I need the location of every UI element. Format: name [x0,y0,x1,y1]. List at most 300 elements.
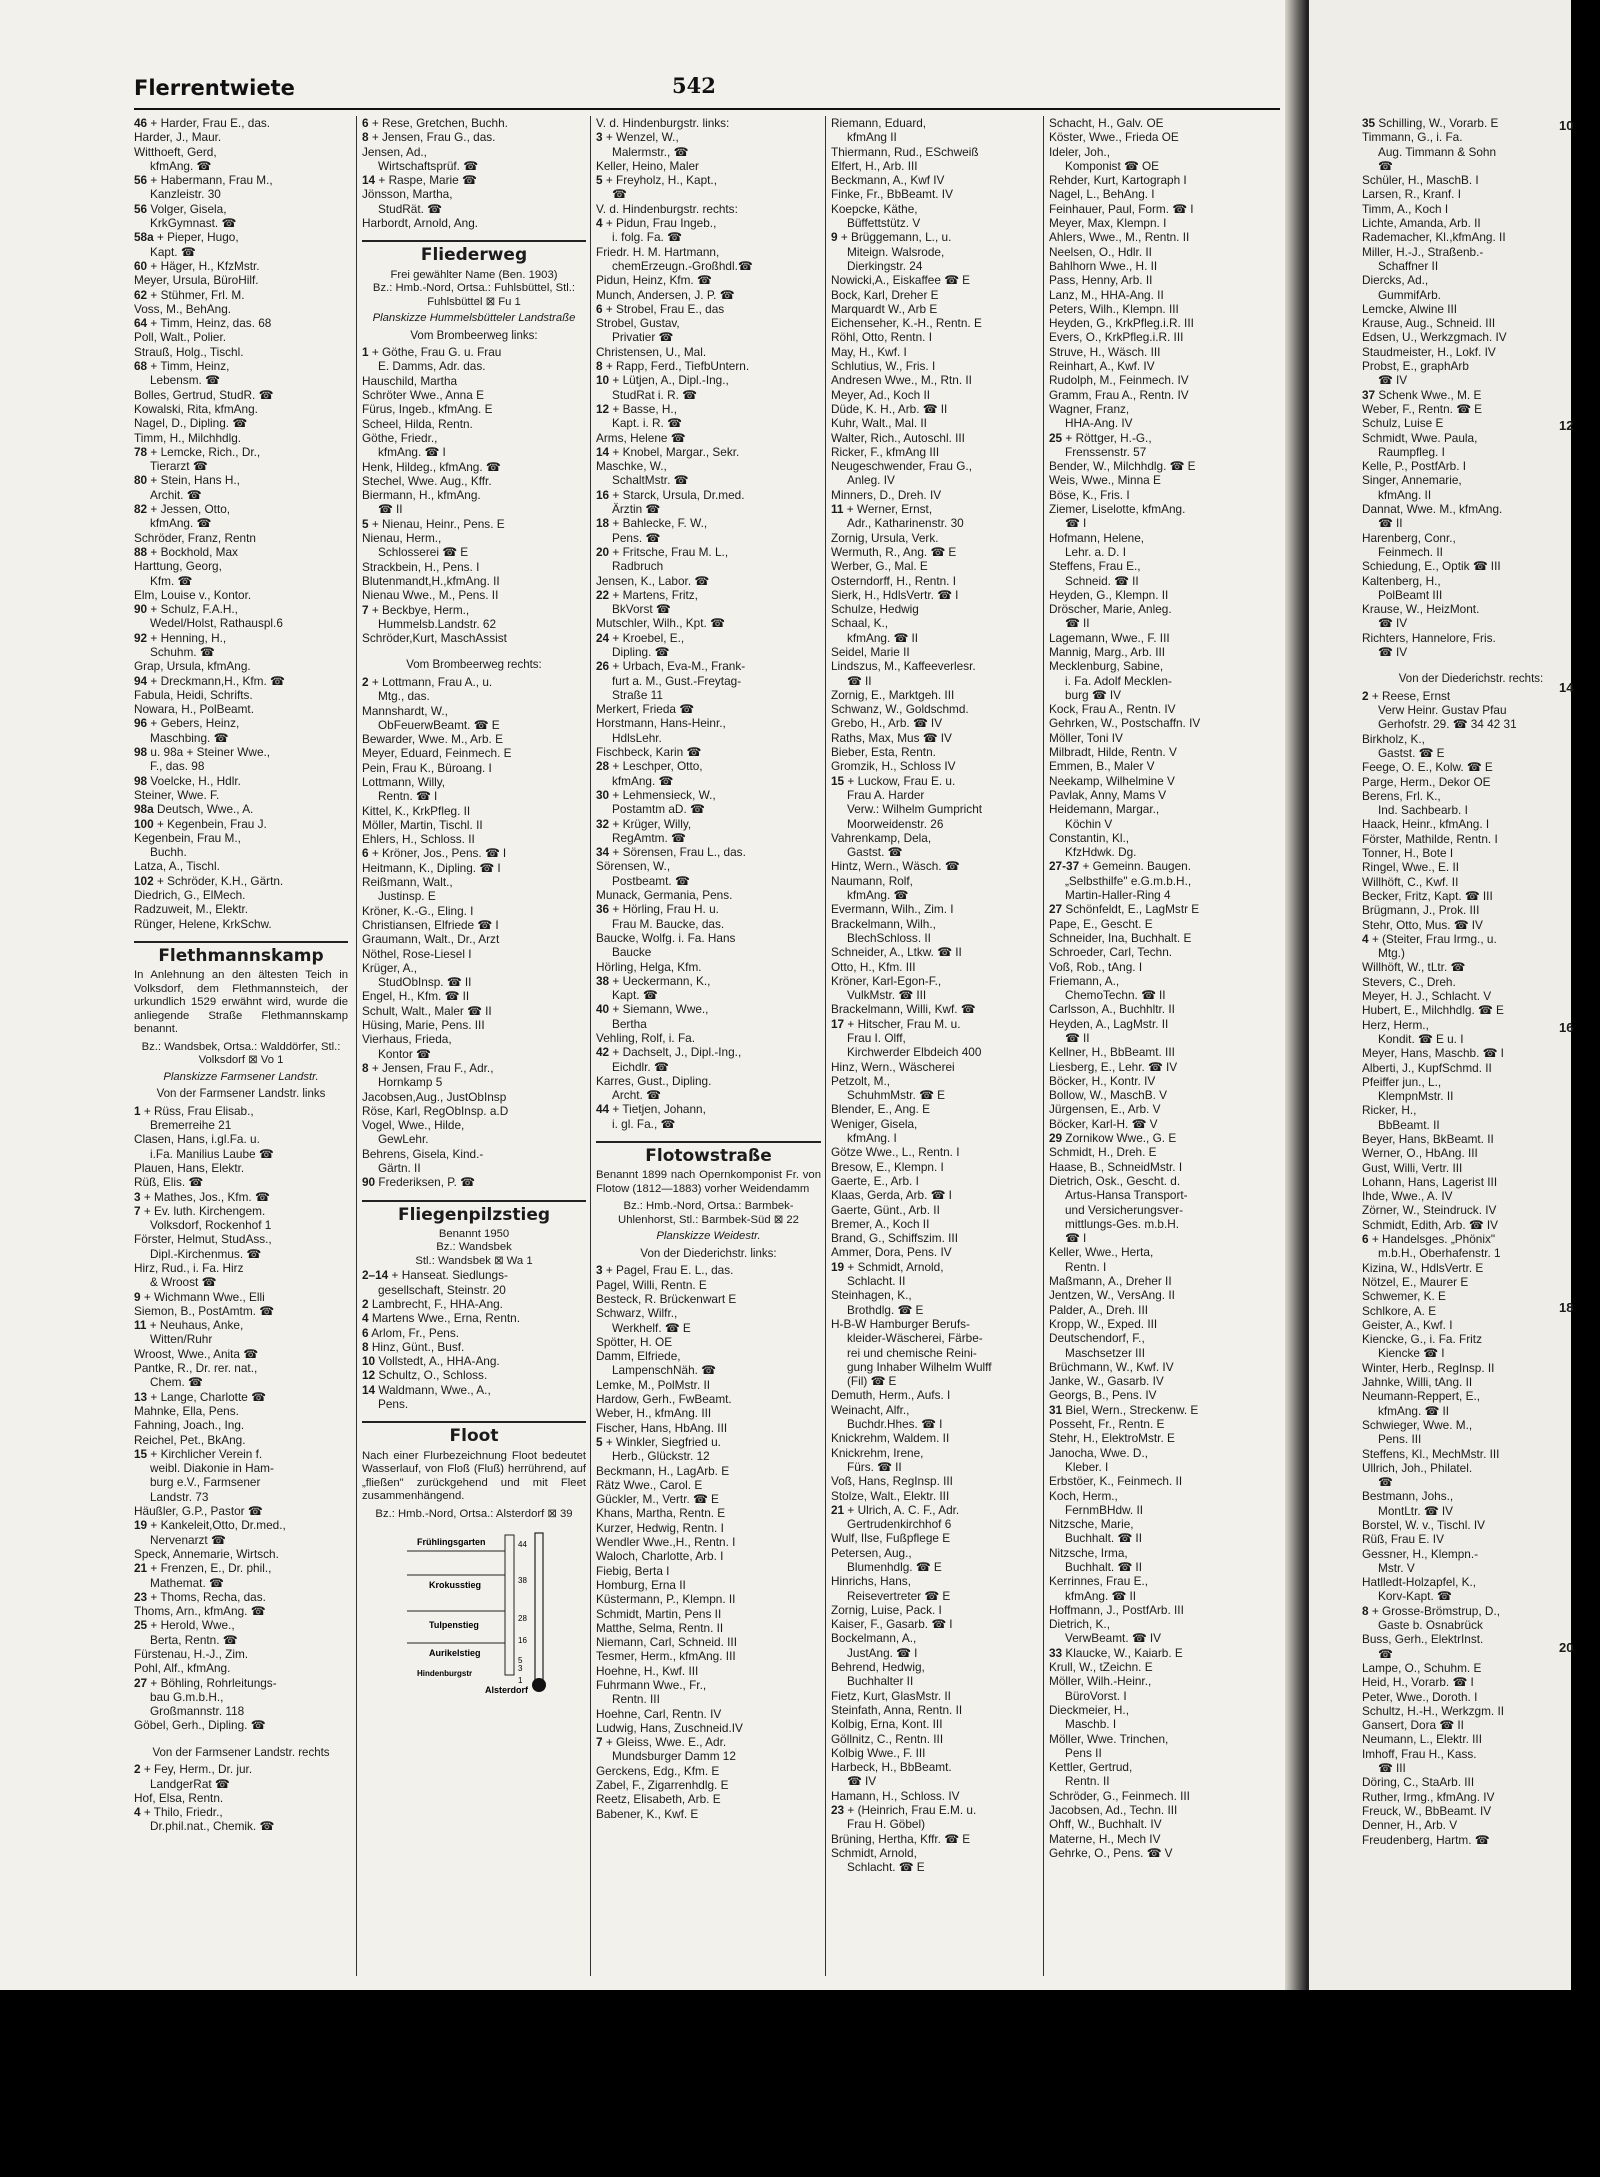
resident-entry: Kock, Frau A., Rentn. IV [1049,702,1176,717]
entry-continuation: StudObInsp. ☎ II [378,975,472,990]
resident-entry: Grebo, H., Arb. ☎ IV [831,716,943,731]
house-entry: 88 + Bockhold, Max [134,544,238,559]
resident-entry: Brand, G., Schiffszim. III [831,1231,958,1246]
resident-entry: Förster, Mathilde, Rentn. I [1362,831,1498,846]
house-number: 27 [1049,902,1063,917]
house-number: 10 [596,373,610,388]
resident-entry: Bockelmann, A., [831,1631,917,1646]
entry-continuation: Schaffner II [1378,258,1439,273]
entry-continuation: Archit. ☎ [150,487,202,502]
house-number: 92 [134,630,148,645]
resident-entry: Brüning, Hertha, Kffr. ☎ E [831,1831,971,1846]
column-2 [356,116,586,1976]
house-number: 8 [362,130,369,145]
resident-entry: Petzolt, M., [831,1073,891,1088]
resident-entry: Rünger, Helene, KrkSchw. [134,916,272,931]
resident-entry: Knickrehm, Irene, [831,1445,924,1460]
entry-continuation: Adr., Katharinenstr. 30 [847,516,964,531]
house-entry: 15 + Luckow, Frau E. u. [831,773,956,788]
entry-continuation: Buchhalt. ☎ II [1065,1559,1142,1574]
resident-entry: Brügmann, J., Prok. III [1362,903,1480,918]
street-sketch-map [387,1525,561,1695]
resident-entry: Voss, M., BehAng. [134,301,232,316]
map-house-number: 3 [518,1664,523,1674]
resident-entry: Knickrehm, Waldem. II [831,1431,950,1446]
resident-entry: Jönsson, Martha, [362,187,453,202]
entry-continuation: Verw Heinr. Gustav Pfau [1378,703,1507,718]
entry-continuation: ☎ [612,187,627,202]
resident-entry: Schmidt, Arnold, [831,1845,917,1860]
resident-entry: Meyer, H. J., Schlacht. V [1362,989,1492,1004]
resident-entry: Materne, H., Mech IV [1049,1831,1161,1846]
entry-continuation: Rentn. ☎ I [378,789,438,804]
resident-entry: Keller, Wwe., Herta, [1049,1245,1154,1260]
resident-entry: Werner, O., HbAng. III [1362,1146,1478,1161]
resident-entry: Hardow, Gerh., FwBeamt. [596,1392,732,1407]
resident-entry: Lemke, M., PolMstr. II [596,1377,711,1392]
entry-continuation: BlechSchloss. II [847,930,931,945]
house-entry: 6 Arlom, Fr., Pens. [362,1325,460,1340]
resident-entry: Arms, Helene ☎ [596,430,686,445]
entry-continuation: Anleg. IV [847,473,895,488]
resident-entry: Henk, Hildeg., kfmAng. ☎ [362,459,501,474]
entry-continuation: Kontor ☎ [378,1046,431,1061]
resident-entry: Häußler, G.P., Pastor ☎ [134,1504,263,1519]
resident-entry: Wendler Wwe.,H., Rentn. I [596,1535,736,1550]
resident-entry: Elm, Louise v., Kontor. [134,587,252,602]
entry-continuation: Maschb. I [1065,1717,1117,1732]
resident-entry: Niemann, Carl, Schneid. III [596,1635,737,1650]
entry-continuation: Pens. III [1378,1432,1422,1447]
entry-continuation: HHA-Ang. IV [1065,416,1133,431]
resident-entry: Fürus, Ingeb., kfmAng. E [362,402,493,417]
resident-entry: Winter, Herb., RegInsp. II [1362,1360,1495,1375]
resident-entry: Seidel, Marie II [831,644,910,659]
resident-entry: Lindszus, M., Kaffeeverlesr. [831,659,976,674]
house-entry: 96 + Gebers, Heinz, [134,716,240,731]
plan-sketch-ref: Planskizze Weidestr. [656,1230,761,1243]
resident-entry: Hamann, H., Schloss. IV [831,1788,960,1803]
resident-entry: Beckmann, A., Kwf IV [831,173,945,188]
entry-continuation: Gärtn. II [378,1161,421,1175]
house-entry: 102 + Schröder, K.H., Gärtn. [134,873,284,888]
resident-entry: Schlkore, A. E [1362,1303,1437,1318]
house-entry: 5 + Freyholz, H., Kapt., [596,173,717,188]
house-entry: 92 + Henning, H., [134,630,227,645]
house-number: 8 [596,359,603,374]
resident-entry: Hörling, Helga, Kfm. [596,959,702,974]
entry-continuation: Archt. ☎ [612,1088,661,1103]
entry-continuation: i.Fa. Manilius Laube ☎ [150,1146,274,1161]
house-entry: 23 + Thoms, Recha, das. [134,1589,266,1604]
house-number: 88 [134,544,148,559]
resident-entry: Riemann, Eduard, [831,116,927,130]
entry-continuation: i. gl. Fa., ☎ [612,1116,676,1131]
house-entry: 62 + Stühmer, Frl. M. [134,287,245,302]
resident-entry: Parge, Herm., Dekor OE [1362,774,1491,789]
resident-entry: Düde, K. H., Arb. ☎ II [831,401,948,416]
resident-entry: Heid, H., Vorarb. ☎ I [1362,1675,1474,1690]
resident-entry: Rätz Wwe., Carol. E [596,1477,703,1492]
entry-continuation: Schuhm. ☎ [150,644,215,659]
resident-entry: Nitzsche, Irma, [1049,1545,1128,1560]
book-gutter [1285,0,1306,1990]
resident-entry: Ricker, H., [1362,1103,1417,1118]
resident-entry: Haack, Heinr., kfmAng. I [1362,817,1490,832]
entry-continuation: Korv-Kapt. ☎ [1378,1589,1452,1604]
entry-continuation: ☎ II [847,673,872,688]
resident-entry: Jensen, Ad., [362,144,427,159]
house-entry: 28 + Leschper, Otto, [596,759,703,774]
resident-entry: Herz, Herm., [1362,1017,1429,1032]
entry-continuation: kfmAng. ☎ [150,158,212,173]
house-entry: 40 + Siemann, Wwe., [596,1002,709,1017]
resident-entry: Jacobsen,Aug., JustObInsp [362,1089,507,1104]
resident-entry: Khans, Martha, Rentn. E [596,1506,726,1521]
resident-entry: Evermann, Wilh., Zim. I [831,902,954,917]
house-entry: 27 + Böhling, Rohrleitungs- [134,1675,277,1690]
district-info: Frei gewählter Name (Ben. 1903) [390,268,558,281]
house-entry: 34 + Sörensen, Frau L., das. [596,845,746,860]
resident-entry: Maßmann, A., Dreher II [1049,1274,1172,1289]
resident-entry: Walter, Rich., Autoschl. III [831,430,965,445]
resident-entry: Zornig, Luise, Pack. I [831,1602,942,1617]
house-number: 25 [1049,430,1063,445]
resident-entry: Köster, Wwe., Frieda OE [1049,130,1179,145]
house-entry: 7 + Beckbye, Herm., [362,602,470,617]
resident-entry: Speck, Annemarie, Wirtsch. [134,1546,279,1561]
resident-entry: Gehrken, W., Postschaffn. IV [1049,716,1201,731]
resident-entry: Zörner, W., Steindruck. IV [1362,1203,1497,1218]
house-number: 96 [134,716,148,731]
entry-continuation: Mstr. V [1378,1560,1415,1575]
entry-continuation: Wirtschaftsprüf. ☎ [378,158,478,173]
resident-entry: Meyer, Eduard, Feinmech. E [362,746,512,761]
direction-heading: Vom Brombeerweg links: [410,329,538,342]
house-entry: 17 + Hitscher, Frau M. u. [831,1016,961,1031]
running-header [134,74,1280,110]
resident-entry: Homburg, Erna II [596,1577,686,1592]
resident-entry: Lanz, M., HHA-Ang. II [1049,287,1164,302]
house-number: 56 [134,201,148,216]
resident-entry: Bewarder, Wwe. M., Arb. E [362,732,503,747]
house-entry: 23 + (Heinrich, Frau E.M. u. [831,1803,977,1818]
resident-entry: Witthoeft, Gerd, [134,144,217,159]
resident-entry: Tonner, H., Bote I [1362,846,1454,861]
street-intro: Nach einer Flurbezeichnung Floot bedeutet Wasserlauf, von Floß (Fluß) herrührend, auf „fließen" zurückgehend und mit Fleet zusammenhängend. [362,1449,586,1503]
entry-continuation: Dr.phil.nat., Chemik. ☎ [150,1819,275,1834]
house-number: 2 [134,1762,141,1777]
resident-entry: Vahrenkamp, Dela, [831,830,932,845]
resident-entry: Jahnke, Willi, tAng. II [1362,1375,1473,1390]
entry-continuation: Ärztin ☎ [612,502,661,517]
resident-entry: Vierhaus, Frieda, [362,1032,452,1047]
district-info: Bz.: Wandsbek, Ortsa.: Walddörfer, Stl.: Volksdorf ⊠ Vo 1 [141,1040,341,1067]
entry-continuation: ☎ IV [1378,616,1408,631]
spacer [134,1733,348,1743]
house-entry: 58a + Pieper, Hugo, [134,230,239,245]
resident-entry: Blender, E., Ang. E [831,1102,931,1117]
resident-entry: Harder, J., Maur. [134,130,222,145]
map-house-number: 28 [518,1614,527,1624]
resident-entry: Beckmann, H., LagArb. E [596,1463,730,1478]
entry-continuation: Buchdr.Hhes. ☎ I [847,1417,943,1432]
house-number: 3 [596,1263,603,1278]
floot-road [535,1533,543,1683]
house-number: 6 [362,846,369,861]
resident-entry: Wagner, Franz, [1049,401,1130,416]
resident-entry: Gaerte, Günt., Arb. II [831,1202,940,1217]
resident-entry: Kowalski, Rita, kfmAng. [134,401,258,416]
house-number: 6 [596,301,603,316]
house-entry: 25 + Herold, Wwe., [134,1618,235,1633]
resident-entry: Gust, Willi, Vertr. III [1362,1160,1463,1175]
entry-continuation: kfmAng. ☎ [612,773,674,788]
roundabout-marker [532,1678,546,1692]
house-number: 98a [134,802,154,817]
resident-entry: Baucke, Wolfg. i. Fa. Hans [596,930,736,945]
resident-entry: Weinacht, Alfr., [831,1402,910,1417]
house-number: 2 [362,674,369,689]
column-5 [1043,116,1287,1976]
resident-entry: Feege, O. E., Kolw. ☎ E [1362,760,1493,775]
resident-entry: Hatlledt-Holzapfel, K., [1362,1575,1477,1590]
resident-entry: Küstermann, P., Klempn. II [596,1592,736,1607]
house-entry: 9 + Wichmann Wwe., Elli [134,1289,265,1304]
resident-entry: Fischbeck, Karin ☎ [596,745,702,760]
resident-entry: Schlutius, W., Fris. I [831,359,936,374]
entry-continuation: Buchh. [150,845,187,860]
resident-entry: Schneider, Ina, Buchhalt. E [1049,930,1192,945]
entry-continuation: HdlsLehr. [612,730,662,745]
resident-entry: Schmidt, H., Dreh. E [1049,1145,1157,1160]
entry-continuation: Martin-Haller-Ring 4 [1065,888,1171,903]
house-number: 21 [831,1502,845,1517]
resident-entry: Koepcke, Käthe, [831,201,918,216]
entry-continuation: JustAng. ☎ I [847,1645,918,1660]
resident-entry: Freuck, W., BbBeamt. IV [1362,1803,1492,1818]
resident-entry: Freudenberg, Hartm. ☎ [1362,1832,1490,1847]
entry-continuation: Pens. [378,1397,409,1412]
house-number: 7 [596,1735,603,1750]
entry-continuation: Großmannstr. 118 [150,1704,245,1719]
resident-entry: Schroeder, Carl, Techn. [1049,945,1173,960]
house-entry: 5 + Winkler, Siegfried u. [596,1434,721,1449]
resident-entry: Demuth, Herm., Aufs. I [831,1388,951,1403]
house-number: 15 [831,773,845,788]
resident-entry: Brackelmann, Wilh., [831,916,936,931]
entry-continuation: Mtg.) [1378,946,1405,961]
resident-entry: Bestmann, Johs., [1362,1489,1454,1504]
house-entry: 46 + Harder, Frau E., das. [134,116,271,130]
resident-entry: Heyden, G., Klempn. II [1049,587,1169,602]
house-entry: 22 + Martens, Fritz, [596,587,698,602]
entry-continuation: Kirchwerder Elbdeich 400 [847,1045,982,1060]
entry-continuation: kfmAng. ☎ II [1065,1588,1137,1603]
resident-entry: Becker, Fritz, Kapt. ☎ III [1362,888,1493,903]
house-number: 3 [134,1189,141,1204]
house-number: 1 [134,1103,141,1118]
house-number: 38 [596,973,610,988]
house-number: 17 [831,1016,845,1031]
house-number: 94 [134,673,148,688]
entry-continuation: Frenssenstr. 57 [1065,444,1147,459]
resident-entry: Latza, A., Tischl. [134,859,220,874]
resident-entry: Denner, H., Arb. V [1362,1818,1458,1833]
resident-entry: V. d. Hindenburgstr. links: [596,116,730,130]
house-entry: 2 + Lottmann, Frau A., u. [362,674,493,689]
resident-entry: Pidun, Heinz, Kfm. ☎ [596,273,712,288]
resident-entry: Feinhauer, Paul, Form. ☎ I [1049,201,1194,216]
entry-continuation: BüroVorst. I [1065,1688,1127,1703]
entry-continuation: ☎ II [1065,616,1090,631]
direction-heading: Von der Diederichstr. links: [640,1247,777,1260]
resident-entry: Friemann, A., [1049,973,1120,988]
resident-entry: Kegenbein, Frau M., [134,830,241,845]
house-number: 60 [134,258,148,273]
resident-entry: Ludwig, Hans, Zuschneid.IV [596,1720,743,1735]
street-heading: Fliederweg [362,240,586,262]
entry-continuation: „Selbsthilfe" e.G.m.b.H., [1065,873,1192,888]
entry-continuation: Ind. Sachbearb. I [1378,803,1468,818]
house-entry: 6 + Rese, Gretchen, Buchh. [362,116,508,130]
spacer [1362,659,1580,669]
resident-entry: Jensen, K., Labor. ☎ [596,573,710,588]
house-entry: 8 + Jensen, Frau G., das. [362,130,496,145]
house-number: 25 [134,1618,148,1633]
resident-entry: Pfeiffer jun., L., [1362,1074,1442,1089]
entry-continuation: Landstr. 73 [150,1489,209,1504]
entry-continuation: Eichdlr. ☎ [612,1059,669,1074]
resident-entry: Wroost, Wwe., Anita ☎ [134,1346,258,1361]
entry-continuation: KlempnMstr. II [1378,1089,1454,1104]
resident-entry: Kuhr, Walt., Mal. II [831,416,927,431]
house-entry: 30 + Lehmensieck, W., [596,787,716,802]
resident-entry: Schwarz, Wilfr., [596,1306,678,1321]
house-entry: 31 Biel, Wern., Streckenw. E [1049,1402,1199,1417]
entry-continuation: Frau M. Baucke, das. [612,916,725,931]
resident-entry: Ricker, F., kfmAng III [831,444,940,459]
entry-continuation: kfmAng. ☎ II [1378,1403,1450,1418]
entry-continuation: Chem. ☎ [150,1375,203,1390]
resident-entry: Krüger, A., [362,960,418,975]
resident-entry: Ohff, W., Buchhalt. IV [1049,1817,1162,1832]
entry-continuation: Mundsburger Damm 12 [612,1749,736,1764]
house-number: 14 [596,444,610,459]
resident-entry: Hintz, Wern., Wäsch. ☎ [831,859,960,874]
resident-entry: Heidemann, Margar., [1049,802,1160,817]
entry-continuation: Kapt. i. R. ☎ [612,416,682,431]
house-number: 42 [596,1045,610,1060]
entry-continuation: Artus-Hansa Transport- [1065,1188,1188,1203]
house-entry: 18 + Bahlecke, F. W., [596,516,708,531]
resident-entry: Heyden, G., KrkPfleg.i.R. III [1049,316,1194,331]
entry-continuation: Maschsetzer III [1065,1345,1145,1360]
house-number: 9 [134,1289,141,1304]
resident-entry: Berens, Frl. K., [1362,788,1441,803]
house-entry: 2–14 + Hanseat. Siedlungs- [362,1268,508,1283]
house-entry: 19 + Schmidt, Arnold, [831,1259,944,1274]
resident-entry: Stehr, Otto, Mus. ☎ IV [1362,917,1483,932]
entry-continuation: Hummelsb.Landstr. 62 [378,616,497,631]
resident-entry: Schacht, H., Galv. OE [1049,116,1164,130]
resident-entry: Kerrinnes, Frau E., [1049,1574,1149,1589]
house-number: 15 [134,1446,148,1461]
resident-entry: Spötter, H. OE [596,1334,673,1349]
entry-continuation: weibl. Diakonie in Ham- [150,1461,274,1476]
resident-entry: Zornig, E., Marktgeh. III [831,687,955,702]
entry-continuation: Radbruch [612,559,664,574]
resident-entry: Steinfath, Anna, Rentn. II [831,1702,963,1717]
resident-entry: Clasen, Hans, i.gl.Fa. u. [134,1132,260,1147]
house-entry: 60 + Häger, H., KfzMstr. [134,258,260,273]
resident-entry: Förster, Helmut, StudAss., [134,1232,272,1247]
entry-continuation: Büffettstütz. V [847,216,921,231]
resident-entry: Kolbig, Erna, Kont. III [831,1717,943,1732]
entry-continuation: Kanzleistr. 30 [150,187,221,202]
resident-entry: Brüchmann, W., Kwf. IV [1049,1359,1174,1374]
resident-entry: Nötzel, E., Maurer E [1362,1274,1469,1289]
entry-continuation: Herb., Glückstr. 12 [612,1449,710,1464]
house-entry: 94 + Dreckmann,H., Kfm. ☎ [134,673,285,688]
entry-continuation: SchaltMstr. ☎ [612,473,689,488]
resident-entry: Hinrichs, Hans, [831,1574,911,1589]
entry-continuation: Nervenarzt ☎ [150,1532,226,1547]
resident-entry: Keller, Heino, Maler [596,158,699,173]
house-entry: 100 + Kegenbein, Frau J. [134,816,267,831]
resident-entry: Stehr, H., ElektroMstr. E [1049,1431,1175,1446]
resident-entry: Weniger, Gisela, [831,1116,918,1131]
house-entry: 3 + Wenzel, W., [596,130,679,145]
district-info: Bz.: Hmb.-Nord, Ortsa.: Alsterdorf ⊠ 39 [375,1507,573,1520]
resident-entry: Radzuweit, M., Elektr. [134,902,249,917]
map-house-number: 5 [518,1656,523,1666]
resident-entry: Mannig, Marg., Arb. III [1049,644,1166,659]
entry-continuation: ☎ II [378,502,403,517]
resident-entry: Wermuth, R., Ang. ☎ E [831,544,957,559]
resident-entry: Fabula, Heidi, Schrifts. [134,687,253,702]
house-number: 20 [596,544,610,559]
resident-entry: Schröder,Kurt, MaschAssist [362,631,507,646]
entry-continuation: Frau H. Göbel) [847,1817,926,1832]
resident-entry: Schmidt, Wwe. Paula, [1362,430,1478,445]
resident-entry: Nöthel, Rose-Liesel I [362,946,472,961]
entry-continuation: Pens II [1065,1745,1102,1760]
house-number: 6 [362,1325,369,1340]
entry-continuation: BkVorst ☎ [612,602,671,617]
resident-entry: Vogel, Wwe., Hilde, [362,1118,465,1133]
entry-continuation: Aug. Timmann & Sohn [1378,144,1497,159]
entry-continuation: Reisevertreter ☎ E [847,1588,951,1603]
resident-entry: Gehrke, O., Pens. ☎ V [1049,1845,1173,1860]
entry-continuation: kfmAng. I [847,1131,897,1146]
resident-entry: Stevers, C., Dreh. [1362,974,1456,989]
resident-entry: Horstmann, Hans-Heinr., [596,716,726,731]
house-number: 11 [134,1318,147,1333]
street-heading: Flethmannskamp [134,941,348,963]
entry-continuation: chemErzeugn.-Großhdl.☎ [612,258,753,273]
resident-entry: Singer, Annemarie, [1362,473,1462,488]
margin-number: 12 [1559,418,1574,433]
resident-entry: May, H., Kwf. I [831,344,907,359]
map-label: Frühlingsgarten [417,1537,486,1548]
resident-entry: Larsen, R., Kranf. I [1362,187,1462,202]
resident-entry: Jentzen, W., VersAng. II [1049,1288,1175,1303]
resident-entry: Mannshardt, W., [362,703,448,718]
house-entry: 64 + Timm, Heinz, das. 68 [134,316,272,331]
house-entry: 29 Zornikow Wwe., G. E [1049,1131,1177,1146]
resident-entry: Miller, H.-J., Straßenb.- [1362,244,1484,259]
